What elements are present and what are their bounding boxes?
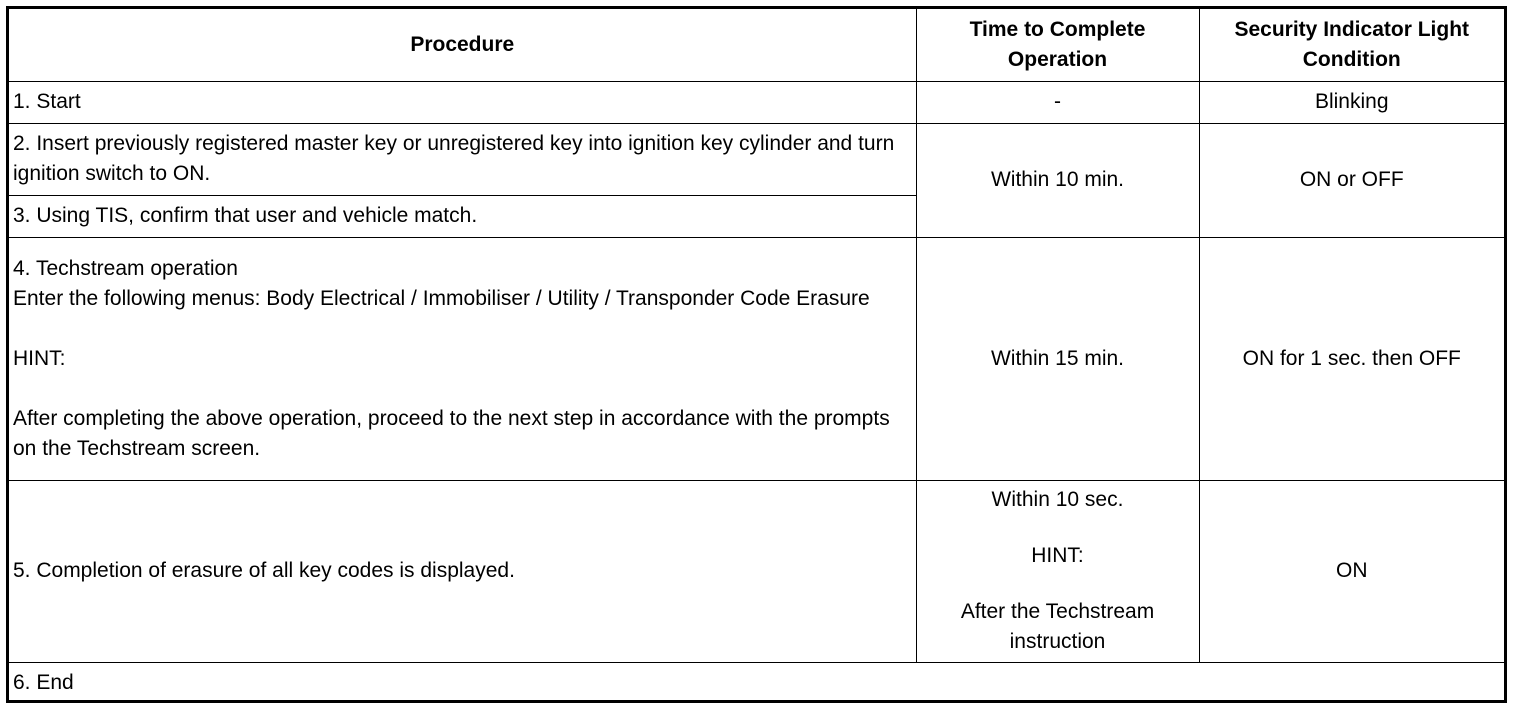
table-row	[9, 237, 1504, 480]
header-procedure: Procedure	[9, 9, 916, 81]
step-4-menus: Enter the following menus: Body Electrical / Immobiliser / Utility / Transponder Code Erasure	[13, 286, 870, 310]
light-steps-2-3: ON or OFF	[1199, 123, 1504, 237]
light-step-4: ON for 1 sec. then OFF	[1199, 237, 1504, 480]
procedure-step-3: 3. Using TIS, confirm that user and vehicle match.	[9, 195, 916, 237]
procedure-step-6: 6. End	[9, 662, 1504, 704]
step-5-hint-text: After the Techstream instruction	[960, 600, 1155, 653]
procedure-table	[9, 9, 1504, 704]
header-row	[9, 9, 1504, 81]
light-step-1: Blinking	[1199, 81, 1504, 123]
step-4-title: 4. Techstream operation	[13, 256, 238, 280]
procedure-table-frame	[6, 6, 1507, 703]
table-row	[9, 480, 1504, 662]
header-light: Security Indicator Light Condition	[1199, 9, 1504, 81]
time-steps-2-3: Within 10 min.	[916, 123, 1199, 237]
procedure-step-2: 2. Insert previously registered master key or unregistered key into ignition key cylinder and turn ignition switch to ON.	[9, 123, 916, 195]
light-step-5: ON	[1199, 480, 1504, 662]
procedure-step-4	[9, 237, 916, 480]
table-row	[9, 81, 1504, 123]
step-5-hint-label: HINT:	[1031, 544, 1084, 567]
procedure-step-1: 1. Start	[9, 81, 916, 123]
table-row	[9, 123, 1504, 195]
time-step-1: -	[916, 81, 1199, 123]
step-5-time: Within 10 sec.	[991, 488, 1124, 511]
time-step-4: Within 15 min.	[916, 237, 1199, 480]
step-4-hint-label: HINT:	[13, 346, 66, 370]
step-4-hint-text: After completing the above operation, proceed to the next step in accordance with the prompts on the Techstream screen.	[13, 406, 890, 460]
procedure-step-5: 5. Completion of erasure of all key codes is displayed.	[9, 480, 916, 662]
header-time: Time to Complete Operation	[916, 9, 1199, 81]
table-row	[9, 662, 1504, 704]
time-step-5	[916, 480, 1199, 662]
